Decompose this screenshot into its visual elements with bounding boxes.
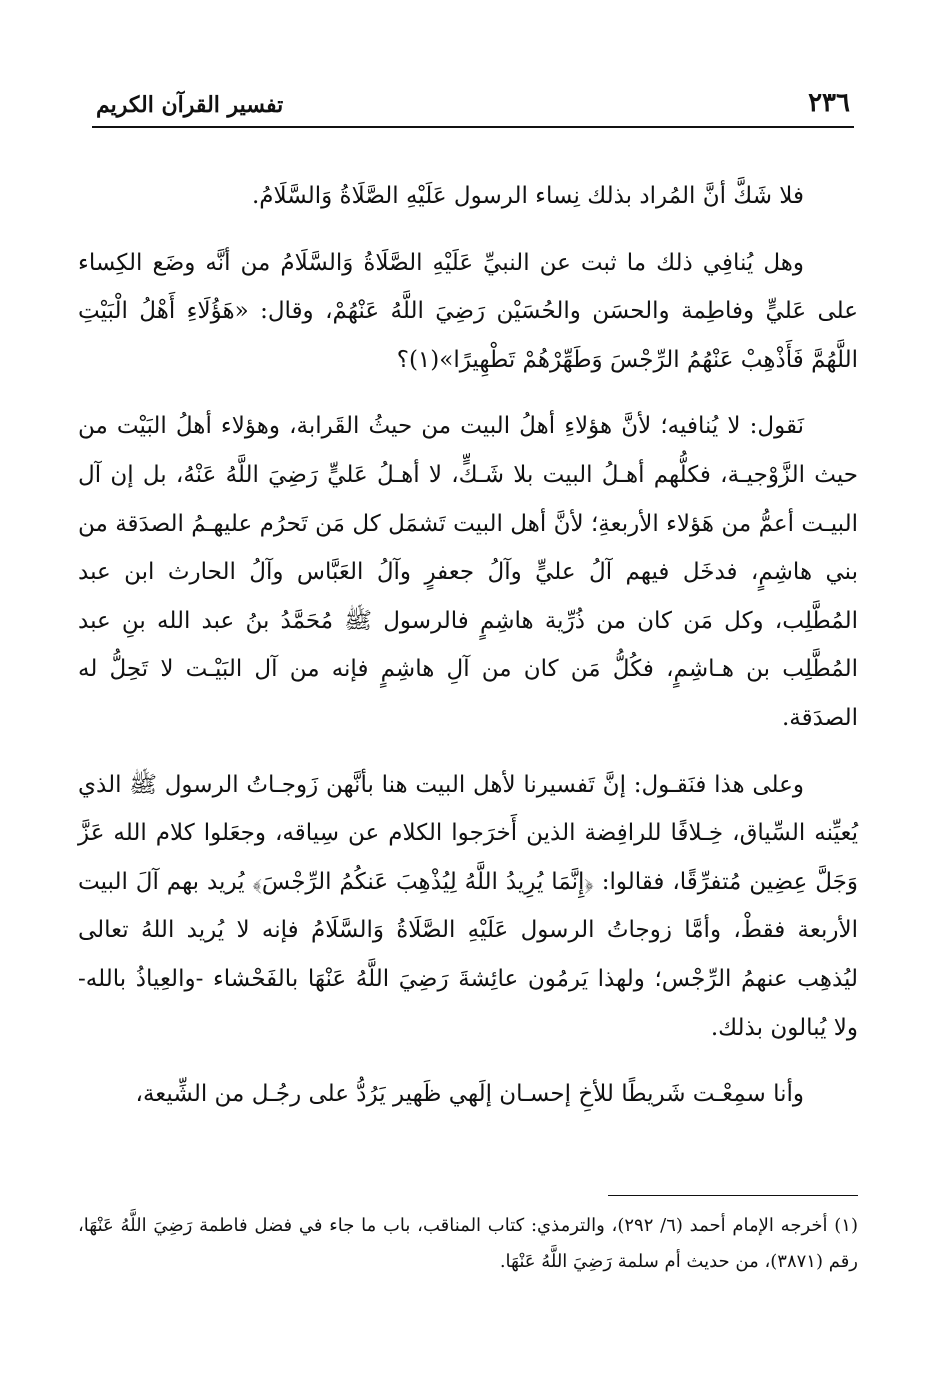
footnotes: [78, 1208, 858, 1280]
footnote-divider: [608, 1195, 858, 1196]
main-text: [78, 172, 858, 1137]
footnote: (١) أخرجه الإمام أحمد (٦/ ٢٩٢)، والترمذي: كتاب المناقب، باب ما جاء في فضل فاطمة رَضِيَ اللَّهُ عَنْهَا، رقم (٣٨٧١)، من حديث أم سلمة رَضِيَ اللَّهُ عَنْهَا.: [78, 1215, 858, 1272]
book-title: تفسير القرآن الكريم: [96, 92, 284, 118]
page-header: [92, 86, 854, 128]
paragraph: فلا شَكَّ أنَّ المُراد بذلك نِساء الرسول عَلَيْهِ الصَّلَاةُ وَالسَّلَامُ.: [251, 183, 804, 209]
paragraph: وهل يُنافِي ذلك ما ثبت عن النبيِّ عَلَيْهِ الصَّلَاةُ وَالسَّلَامُ من أنَّه وضَع الكِساء على عَليٍّ وفاطِمة والحسَن والحُسَيْن رَضِيَ اللَّهُ عَنْهُمْ، وقال: «هَؤُلَاءِ أَهْلُ الْبَيْتِ اللَّهُمَّ فَأَذْهِبْ عَنْهُمُ الرِّجْسَ وَطَهِّرْهُمْ تَطْهِيرًا»(١)؟: [78, 249, 858, 373]
paragraph: نَقول: لا يُنافيه؛ لأنَّ هؤلاءِ أهلُ البيت من حيثُ القَرابة، وهؤلاء أهلُ البَيْت من حيث الزَّوْجيـة، فكلُّهم أهـلُ البيت بلا شَـكٍّ، لا أهـلُ عَليٍّ رَضِيَ اللَّهُ عَنْهُ، بل إن آل البيـت أعمُّ من هَؤلاء الأربعةِ؛ لأنَّ أهل البيت تَشمَل كل مَن تَحرُم عليهـمُ الصدَقة من بني هاشِمٍ، فدخَل فيهم آلُ عليٍّ وآلُ جعفرٍ وآلُ العَبَّاس وآلُ الحارث ابن عبد المُطَّلِب، وكل مَن كان من ذُرِّية هاشِمٍ فالرسول ﷺ مُحَمَّدُ بنُ عبد الله بنِ عبد المُطَّلِب بن هـاشِمٍ، فكُلُّ مَن كان من آلِ هاشِمٍ فإنه من آل البَيْـت لا تَحِلُّ له الصدَقة.: [78, 413, 858, 731]
paragraph: وأنا سمِعْـت شَريطًا للأخِ إحسـان إلَهي ظَهير يَرُدُّ على رجُـل من الشِّيعة،: [135, 1081, 804, 1108]
paragraph: وعلى هذا فنَقـول: إنَّ تَفسيرنا لأهل البيت هنا بأنَّهن زَوجـاتُ الرسول ﷺ الذي يُعيِّنه السِّياق، خِـلافًا للرافِضة الذين أَخرَجوا الكلام عن سِياقه، وجعَلوا كلام الله عَزَّ وَجَلَّ عِضِين مُتفرِّقًا، فقالوا: ﴿إِنَّمَا يُرِيدُ اللَّهُ لِيُذْهِبَ عَنكُمُ الرِّجْسَ﴾ يُريد بهم آلَ البيت الأربعة فقطْ، وأمَّا زوجاتُ الرسول عَلَيْهِ الصَّلَاةُ وَالسَّلَامُ فإنه لا يُريد اللهُ تعالى ليُذهِب عنهمُ الرِّجْس؛ ولهذا يَرمُون عائِشةَ رَضِيَ اللَّهُ عَنْهَا بالفَحْشاء -والعِياذُ بالله- ولا يُبالون بذلك.: [78, 771, 858, 1041]
page-number: ٢٣٦: [808, 88, 850, 118]
